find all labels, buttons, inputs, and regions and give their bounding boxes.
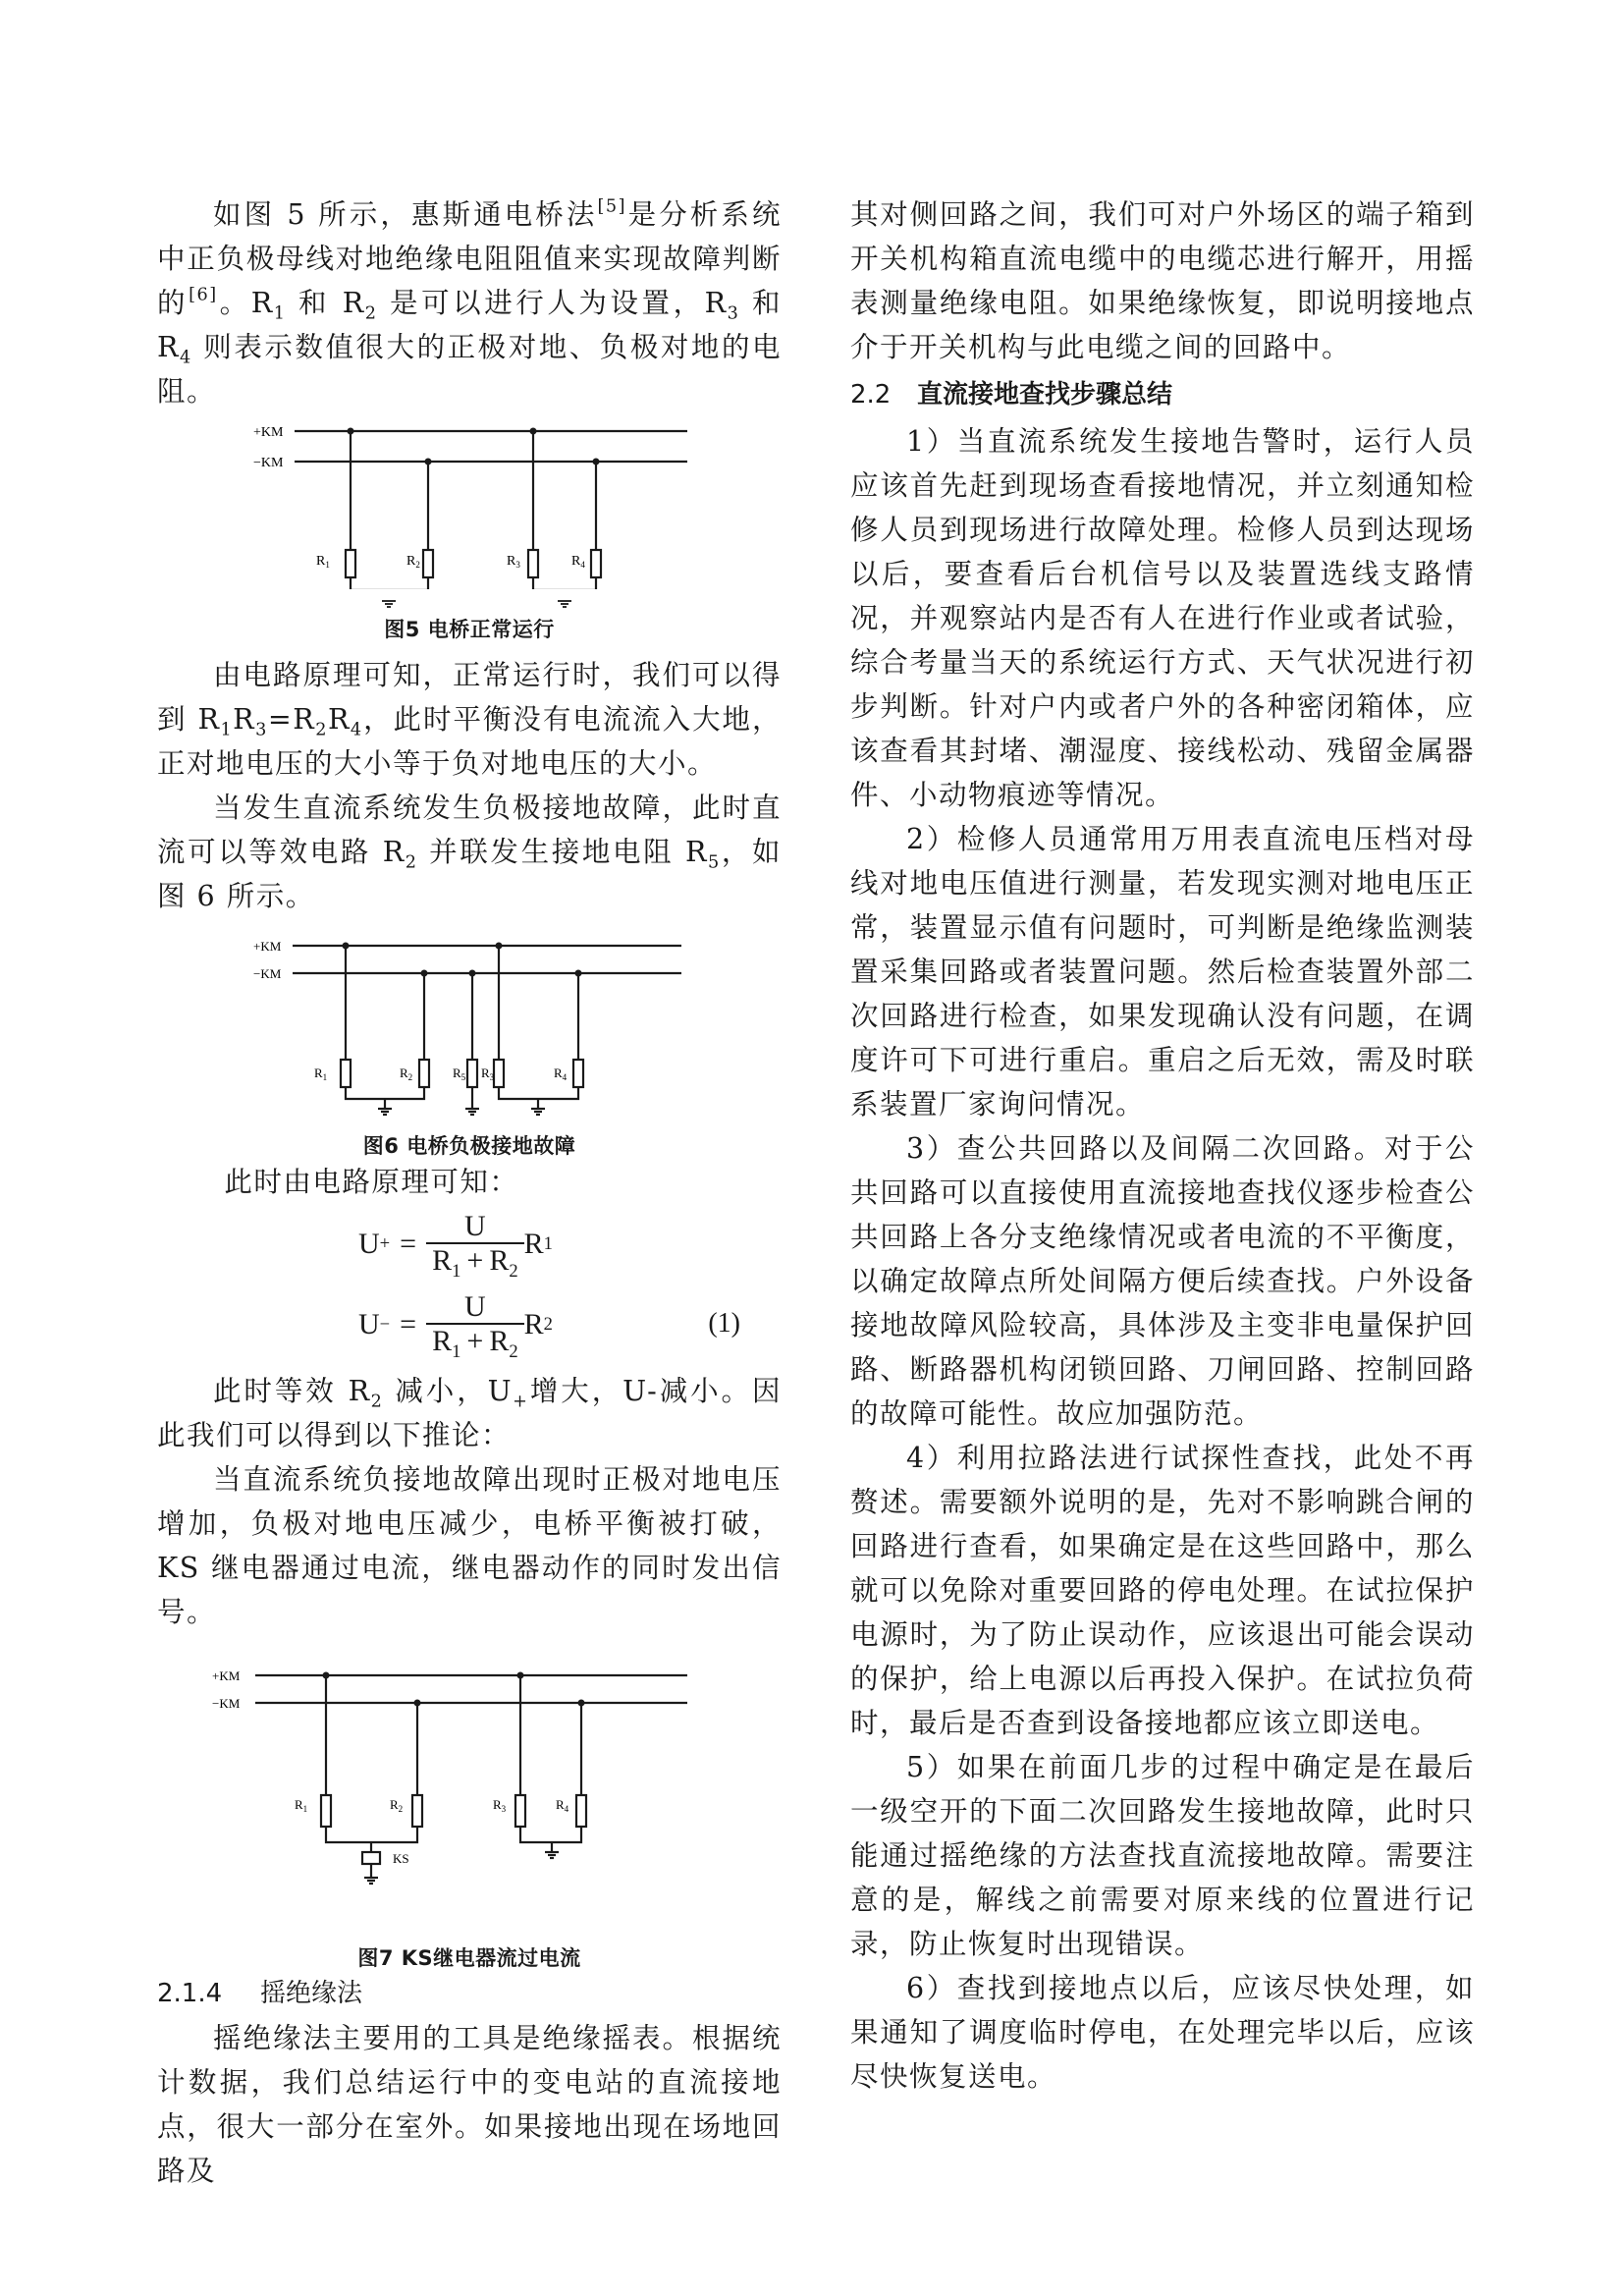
paragraph-normal-operation: 由电路原理可知，正常运行时，我们可以得到 $R_1R_3=R_2R_4$，此时平衡没有电流流入大地，正对地电压的大小等于负对地电压的大小。 (157, 659, 782, 780)
citation-6: [6] (189, 285, 218, 305)
r2-label: $R_2$ (390, 1797, 404, 1814)
pos-bus-label: +KM (212, 1668, 241, 1683)
step-6: 6）查找到接地点以后，应该尽快处理，如果通知了调度临时停电，在处理完毕以后，应该尽快恢复送电。 (850, 1972, 1475, 2093)
equation-number: (1) (708, 1308, 740, 1339)
figure-6 (157, 934, 782, 1130)
r4-label: $R_4$ (571, 554, 585, 570)
r4-label: $R_4$ (554, 1066, 568, 1082)
figure-5-grounds (157, 590, 782, 610)
pos-bus-label: +KM (253, 425, 284, 440)
paragraph-equation-intro: 此时由电路原理可知： (224, 1166, 519, 1198)
step-2: 2）检修人员通常用万用表直流电压档对母线对地电压值进行测量，若发现实测对地电压正常，装置显示值有问题时，可判断是绝缘监测装置采集回路或者装置问题。然后检查装置外部二次回路进行检查，如果发现确认没有问题，在调度许可下可进行重启。重启之后无效，需及时联系装置厂家询问情况。 (850, 823, 1475, 1121)
neg-bus-label: −KM (253, 456, 284, 470)
step-5: 5）如果在前面几步的过程中确定是在最后一级空开的下面二次回路发生接地故障，此时只能通过摇绝缘的方法查找直流接地故障。需要注意的是，解线之前需要对原来线的位置进行记录，防止恢复时出现错误。 (850, 1751, 1475, 1960)
r3-label: $R_3$ (493, 1797, 507, 1814)
step-3: 3）查公共回路以及间隔二次回路。对于公共回路可以直接使用直流接地查找仪逐步检查公共回路上各分支绝缘情况或者电流的不平衡度，以确定故障点所处间隔方便后续查找。户外设备接地故障风险较高，具体涉及主变非电量保护回路、断路器机构闭锁回路、刀闸回路、控制回路的故障可能性。故应加强防范。 (850, 1132, 1475, 1430)
right-column (850, 192, 1475, 2099)
paragraph-inference: 此时等效 $R_2$ 减小，$U_+$增大，U-减小。因此我们可以得到以下推论： (157, 1375, 782, 1451)
r4-label: $R_4$ (556, 1797, 569, 1814)
section-2-2-heading: 2.2 直流接地查找步骤总结 (850, 380, 1173, 410)
paragraph-ks-relay: 当直流系统负接地故障出现时正极对地电压增加，负极对地电压减少，电桥平衡被打破，KS 继电器通过电流，继电器动作的同时发出信号。 (157, 1463, 782, 1628)
figure-5 (157, 417, 782, 622)
paragraph-negative-ground: 当发生直流系统发生负极接地故障，此时直流可以等效电路 $R_2$ 并联发生接地电阻 $R_5$，如图 6 所示。 (157, 792, 782, 912)
paragraph-wheatstone-intro: 如图 5 所示，惠斯通电桥法[5]是分析系统中正负极母线对地绝缘电阻阻值来实现故障判断的[6]。$R_1$ 和 $R_2$ 是可以进行人为设置，$R_3$ 和 $R_4$ 则表示数值很大的正极对地、负极对地的电阻。 (157, 196, 782, 408)
r1-label: $R_1$ (316, 554, 330, 570)
figure-6-circuit (157, 934, 782, 1130)
left-column (157, 192, 782, 2193)
figure-7 (157, 1664, 782, 1948)
neg-bus-label: −KM (253, 966, 282, 981)
neg-bus-label: −KM (212, 1696, 241, 1711)
equation-u-minus: U − = $\frac{U}{R_1 + R_2}$ R 2 (1) (358, 1290, 740, 1362)
pos-bus-label: +KM (253, 939, 282, 954)
figure-6-caption: 图6 电桥负极接地故障 (362, 1134, 576, 1158)
equation-u-plus: U + = $\frac{U}{R_1 + R_2}$ R 1 (358, 1210, 553, 1282)
figure-7-caption: 图7 KS继电器流过电流 (357, 1946, 581, 1970)
r3-label: $R_3$ (507, 554, 520, 570)
r5-label: $R_5$ (453, 1066, 466, 1082)
citation-5: [5] (597, 196, 626, 217)
r2-label: $R_2$ (406, 554, 420, 570)
figure-7-circuit (157, 1664, 782, 1948)
step-1: 1）当直流系统发生接地告警时，运行人员应该首先赶到现场查看接地情况，并立刻通知检修人员到现场进行故障处理。检修人员到达现场以后，要查看后台机信号以及装置选线支路情况，并观察站内是否有人在进行作业或者试验，综合考量当天的系统运行方式、天气状况进行初步判断。针对户内或者户外的各种密闭箱体，应该查看其封堵、潮湿度、接线松动、残留金属器件、小动物痕迹等情况。 (850, 425, 1475, 811)
paragraph-insulation-method: 摇绝缘法主要用的工具是绝缘摇表。根据统计数据，我们总结运行中的变电站的直流接地点，很大一部分在室外。如果接地出现在场地回路及 (157, 2022, 782, 2187)
r3-label: $R_3$ (481, 1066, 495, 1082)
ks-relay-label: KS (393, 1851, 409, 1866)
r1-label: $R_1$ (314, 1066, 328, 1082)
r1-label: $R_1$ (295, 1797, 308, 1814)
figure-5-caption: 图5 电桥正常运行 (384, 618, 555, 641)
section-2-1-4-heading: 2.1.4 摇绝缘法 (157, 1979, 363, 2008)
paragraph-cable-check: 其对侧回路之间，我们可对户外场区的端子箱到开关机构箱直流电缆中的电缆芯进行解开，用摇表测量绝缘电阻。如果绝缘恢复，即说明接地点介于开关机构与此电缆之间的回路中。 (850, 198, 1475, 363)
step-4: 4）利用拉路法进行试探性查找，此处不再赘述。需要额外说明的是，先对不影响跳合闸的回路进行查看，如果确定是在这些回路中，那么就可以免除对重要回路的停电处理。在试拉保护电源时，为了防止误动作，应该退出可能会误动的保护，给上电源以后再投入保护。在试拉负荷时，最后是否查到设备接地都应该立即送电。 (850, 1442, 1475, 1739)
r2-label: $R_2$ (400, 1066, 413, 1082)
figure-5-circuit (157, 417, 782, 589)
